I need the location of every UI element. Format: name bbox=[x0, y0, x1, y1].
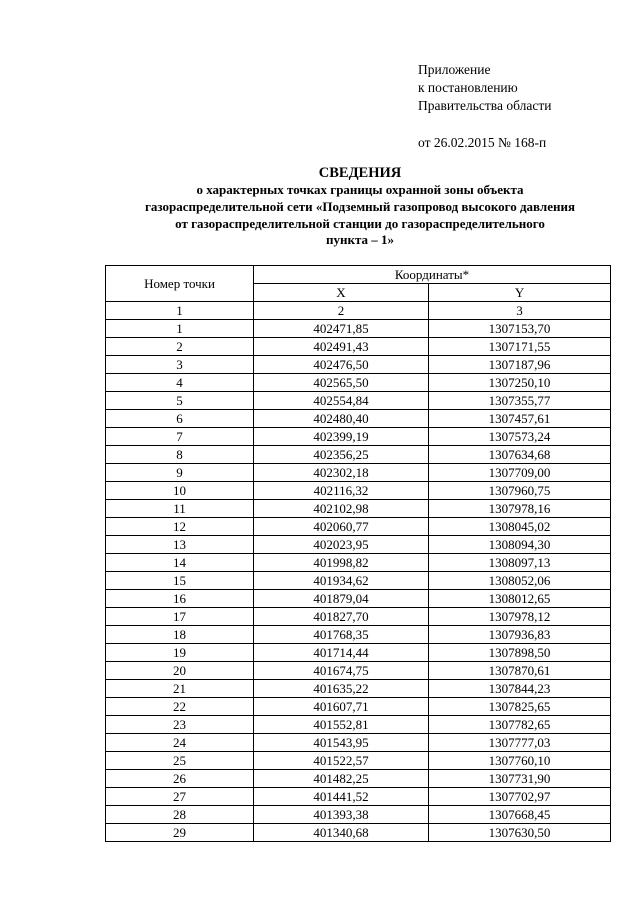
point-number-cell: 24 bbox=[106, 734, 254, 752]
point-number-cell: 28 bbox=[106, 806, 254, 824]
x-coordinate-cell: 402102,98 bbox=[254, 500, 429, 518]
y-coordinate-cell: 1307760,10 bbox=[429, 752, 611, 770]
y-coordinate-cell: 1307250,10 bbox=[429, 374, 611, 392]
x-coordinate-cell: 402491,43 bbox=[254, 338, 429, 356]
y-coordinate-cell: 1308097,13 bbox=[429, 554, 611, 572]
table-row bbox=[106, 572, 611, 590]
point-number-cell: 2 bbox=[106, 338, 254, 356]
heading-line: о характерных точках границы охранной зоны объекта bbox=[196, 182, 524, 197]
x-coordinate-cell: 401934,62 bbox=[254, 572, 429, 590]
y-coordinate-cell: 1307153,70 bbox=[429, 320, 611, 338]
point-number-cell: 7 bbox=[106, 428, 254, 446]
table-row bbox=[106, 752, 611, 770]
y-coordinate-cell: 1307978,12 bbox=[429, 608, 611, 626]
x-coordinate-cell: 401827,70 bbox=[254, 608, 429, 626]
table-row bbox=[106, 770, 611, 788]
table-row bbox=[106, 482, 611, 500]
point-number-cell: 13 bbox=[106, 536, 254, 554]
point-number-cell: 5 bbox=[106, 392, 254, 410]
x-coordinate-cell: 401768,35 bbox=[254, 626, 429, 644]
x-coordinate-cell: 402060,77 bbox=[254, 518, 429, 536]
coordinates-table bbox=[105, 265, 611, 842]
x-coordinate-cell: 401522,57 bbox=[254, 752, 429, 770]
heading-line: пункта – 1» bbox=[325, 232, 394, 248]
y-coordinate-cell: 1307731,90 bbox=[429, 770, 611, 788]
y-coordinate-cell: 1307960,75 bbox=[429, 482, 611, 500]
y-coordinate-cell: 1307825,65 bbox=[429, 698, 611, 716]
table-row bbox=[106, 446, 611, 464]
y-coordinate-cell: 1308052,06 bbox=[429, 572, 611, 590]
y-coordinate-cell: 1307630,50 bbox=[429, 824, 611, 842]
table-header-row bbox=[106, 266, 611, 284]
y-coordinate-cell: 1307844,23 bbox=[429, 680, 611, 698]
point-number-cell: 23 bbox=[106, 716, 254, 734]
table-row bbox=[106, 500, 611, 518]
x-coordinate-cell: 401714,44 bbox=[254, 644, 429, 662]
point-number-cell: 25 bbox=[106, 752, 254, 770]
y-coordinate-cell: 1307709,00 bbox=[429, 464, 611, 482]
y-coordinate-cell: 1307573,24 bbox=[429, 428, 611, 446]
x-coordinate-cell: 401674,75 bbox=[254, 662, 429, 680]
table-row bbox=[106, 356, 611, 374]
header-y: Y bbox=[429, 284, 611, 302]
column-number-row bbox=[106, 302, 611, 320]
x-coordinate-cell: 402480,40 bbox=[254, 410, 429, 428]
column-number: 3 bbox=[429, 302, 611, 320]
table-row bbox=[106, 554, 611, 572]
table-row bbox=[106, 824, 611, 842]
x-coordinate-cell: 402116,32 bbox=[254, 482, 429, 500]
point-number-cell: 26 bbox=[106, 770, 254, 788]
table-row bbox=[106, 590, 611, 608]
table-row bbox=[106, 428, 611, 446]
x-coordinate-cell: 402023,95 bbox=[254, 536, 429, 554]
table-row bbox=[106, 734, 611, 752]
y-coordinate-cell: 1307936,83 bbox=[429, 626, 611, 644]
y-coordinate-cell: 1308045,02 bbox=[429, 518, 611, 536]
table-row bbox=[106, 716, 611, 734]
table-row bbox=[106, 338, 611, 356]
y-coordinate-cell: 1307978,16 bbox=[429, 500, 611, 518]
table-row bbox=[106, 518, 611, 536]
x-coordinate-cell: 401482,25 bbox=[254, 770, 429, 788]
point-number-cell: 27 bbox=[106, 788, 254, 806]
x-coordinate-cell: 401552,81 bbox=[254, 716, 429, 734]
x-coordinate-cell: 402471,85 bbox=[254, 320, 429, 338]
table-row bbox=[106, 626, 611, 644]
appendix-line: к постановлению bbox=[418, 80, 518, 95]
header-coordinates: Координаты* bbox=[254, 266, 611, 284]
point-number-cell: 29 bbox=[106, 824, 254, 842]
appendix-line: Правительства области bbox=[418, 98, 552, 113]
point-number-cell: 1 bbox=[106, 320, 254, 338]
x-coordinate-cell: 401607,71 bbox=[254, 698, 429, 716]
x-coordinate-cell: 402356,25 bbox=[254, 446, 429, 464]
document-title: СВЕДЕНИЯ bbox=[318, 165, 402, 181]
table-row bbox=[106, 806, 611, 824]
y-coordinate-cell: 1307171,55 bbox=[429, 338, 611, 356]
point-number-cell: 8 bbox=[106, 446, 254, 464]
point-number-cell: 10 bbox=[106, 482, 254, 500]
table-row bbox=[106, 644, 611, 662]
header-x: X bbox=[254, 284, 429, 302]
heading-line: от газораспределительной станции до газораспределительного bbox=[175, 215, 545, 231]
document-heading bbox=[100, 164, 620, 249]
x-coordinate-cell: 401340,68 bbox=[254, 824, 429, 842]
header-point-number: Номер точки bbox=[106, 266, 254, 302]
y-coordinate-cell: 1307355,77 bbox=[429, 392, 611, 410]
point-number-cell: 21 bbox=[106, 680, 254, 698]
point-number-cell: 20 bbox=[106, 662, 254, 680]
x-coordinate-cell: 402476,50 bbox=[254, 356, 429, 374]
x-coordinate-cell: 402565,50 bbox=[254, 374, 429, 392]
column-number: 1 bbox=[106, 302, 254, 320]
table-row bbox=[106, 698, 611, 716]
y-coordinate-cell: 1308094,30 bbox=[429, 536, 611, 554]
x-coordinate-cell: 401441,52 bbox=[254, 788, 429, 806]
point-number-cell: 12 bbox=[106, 518, 254, 536]
point-number-cell: 15 bbox=[106, 572, 254, 590]
point-number-cell: 4 bbox=[106, 374, 254, 392]
point-number-cell: 17 bbox=[106, 608, 254, 626]
appendix-block bbox=[418, 61, 551, 152]
y-coordinate-cell: 1307187,96 bbox=[429, 356, 611, 374]
point-number-cell: 16 bbox=[106, 590, 254, 608]
y-coordinate-cell: 1307634,68 bbox=[429, 446, 611, 464]
table-row bbox=[106, 608, 611, 626]
decree-date: от 26.02.2015 № 168-п bbox=[418, 135, 547, 150]
point-number-cell: 11 bbox=[106, 500, 254, 518]
y-coordinate-cell: 1307777,03 bbox=[429, 734, 611, 752]
point-number-cell: 22 bbox=[106, 698, 254, 716]
x-coordinate-cell: 401543,95 bbox=[254, 734, 429, 752]
y-coordinate-cell: 1307668,45 bbox=[429, 806, 611, 824]
x-coordinate-cell: 401998,82 bbox=[254, 554, 429, 572]
table-row bbox=[106, 662, 611, 680]
y-coordinate-cell: 1307898,50 bbox=[429, 644, 611, 662]
table-row bbox=[106, 464, 611, 482]
table-row bbox=[106, 680, 611, 698]
point-number-cell: 9 bbox=[106, 464, 254, 482]
table-row bbox=[106, 320, 611, 338]
x-coordinate-cell: 401879,04 bbox=[254, 590, 429, 608]
table-row bbox=[106, 374, 611, 392]
point-number-cell: 3 bbox=[106, 356, 254, 374]
x-coordinate-cell: 401393,38 bbox=[254, 806, 429, 824]
point-number-cell: 18 bbox=[106, 626, 254, 644]
table-row bbox=[106, 536, 611, 554]
x-coordinate-cell: 402302,18 bbox=[254, 464, 429, 482]
heading-line: газораспределительной сети «Подземный газопровод высокого давления bbox=[144, 198, 575, 214]
table-row bbox=[106, 788, 611, 806]
point-number-cell: 19 bbox=[106, 644, 254, 662]
y-coordinate-cell: 1307457,61 bbox=[429, 410, 611, 428]
point-number-cell: 6 bbox=[106, 410, 254, 428]
point-number-cell: 14 bbox=[106, 554, 254, 572]
y-coordinate-cell: 1308012,65 bbox=[429, 590, 611, 608]
y-coordinate-cell: 1307702,97 bbox=[429, 788, 611, 806]
y-coordinate-cell: 1307782,65 bbox=[429, 716, 611, 734]
x-coordinate-cell: 402554,84 bbox=[254, 392, 429, 410]
x-coordinate-cell: 401635,22 bbox=[254, 680, 429, 698]
y-coordinate-cell: 1307870,61 bbox=[429, 662, 611, 680]
x-coordinate-cell: 402399,19 bbox=[254, 428, 429, 446]
table-row bbox=[106, 392, 611, 410]
appendix-line: Приложение bbox=[418, 62, 491, 77]
column-number: 2 bbox=[254, 302, 429, 320]
table-row bbox=[106, 410, 611, 428]
